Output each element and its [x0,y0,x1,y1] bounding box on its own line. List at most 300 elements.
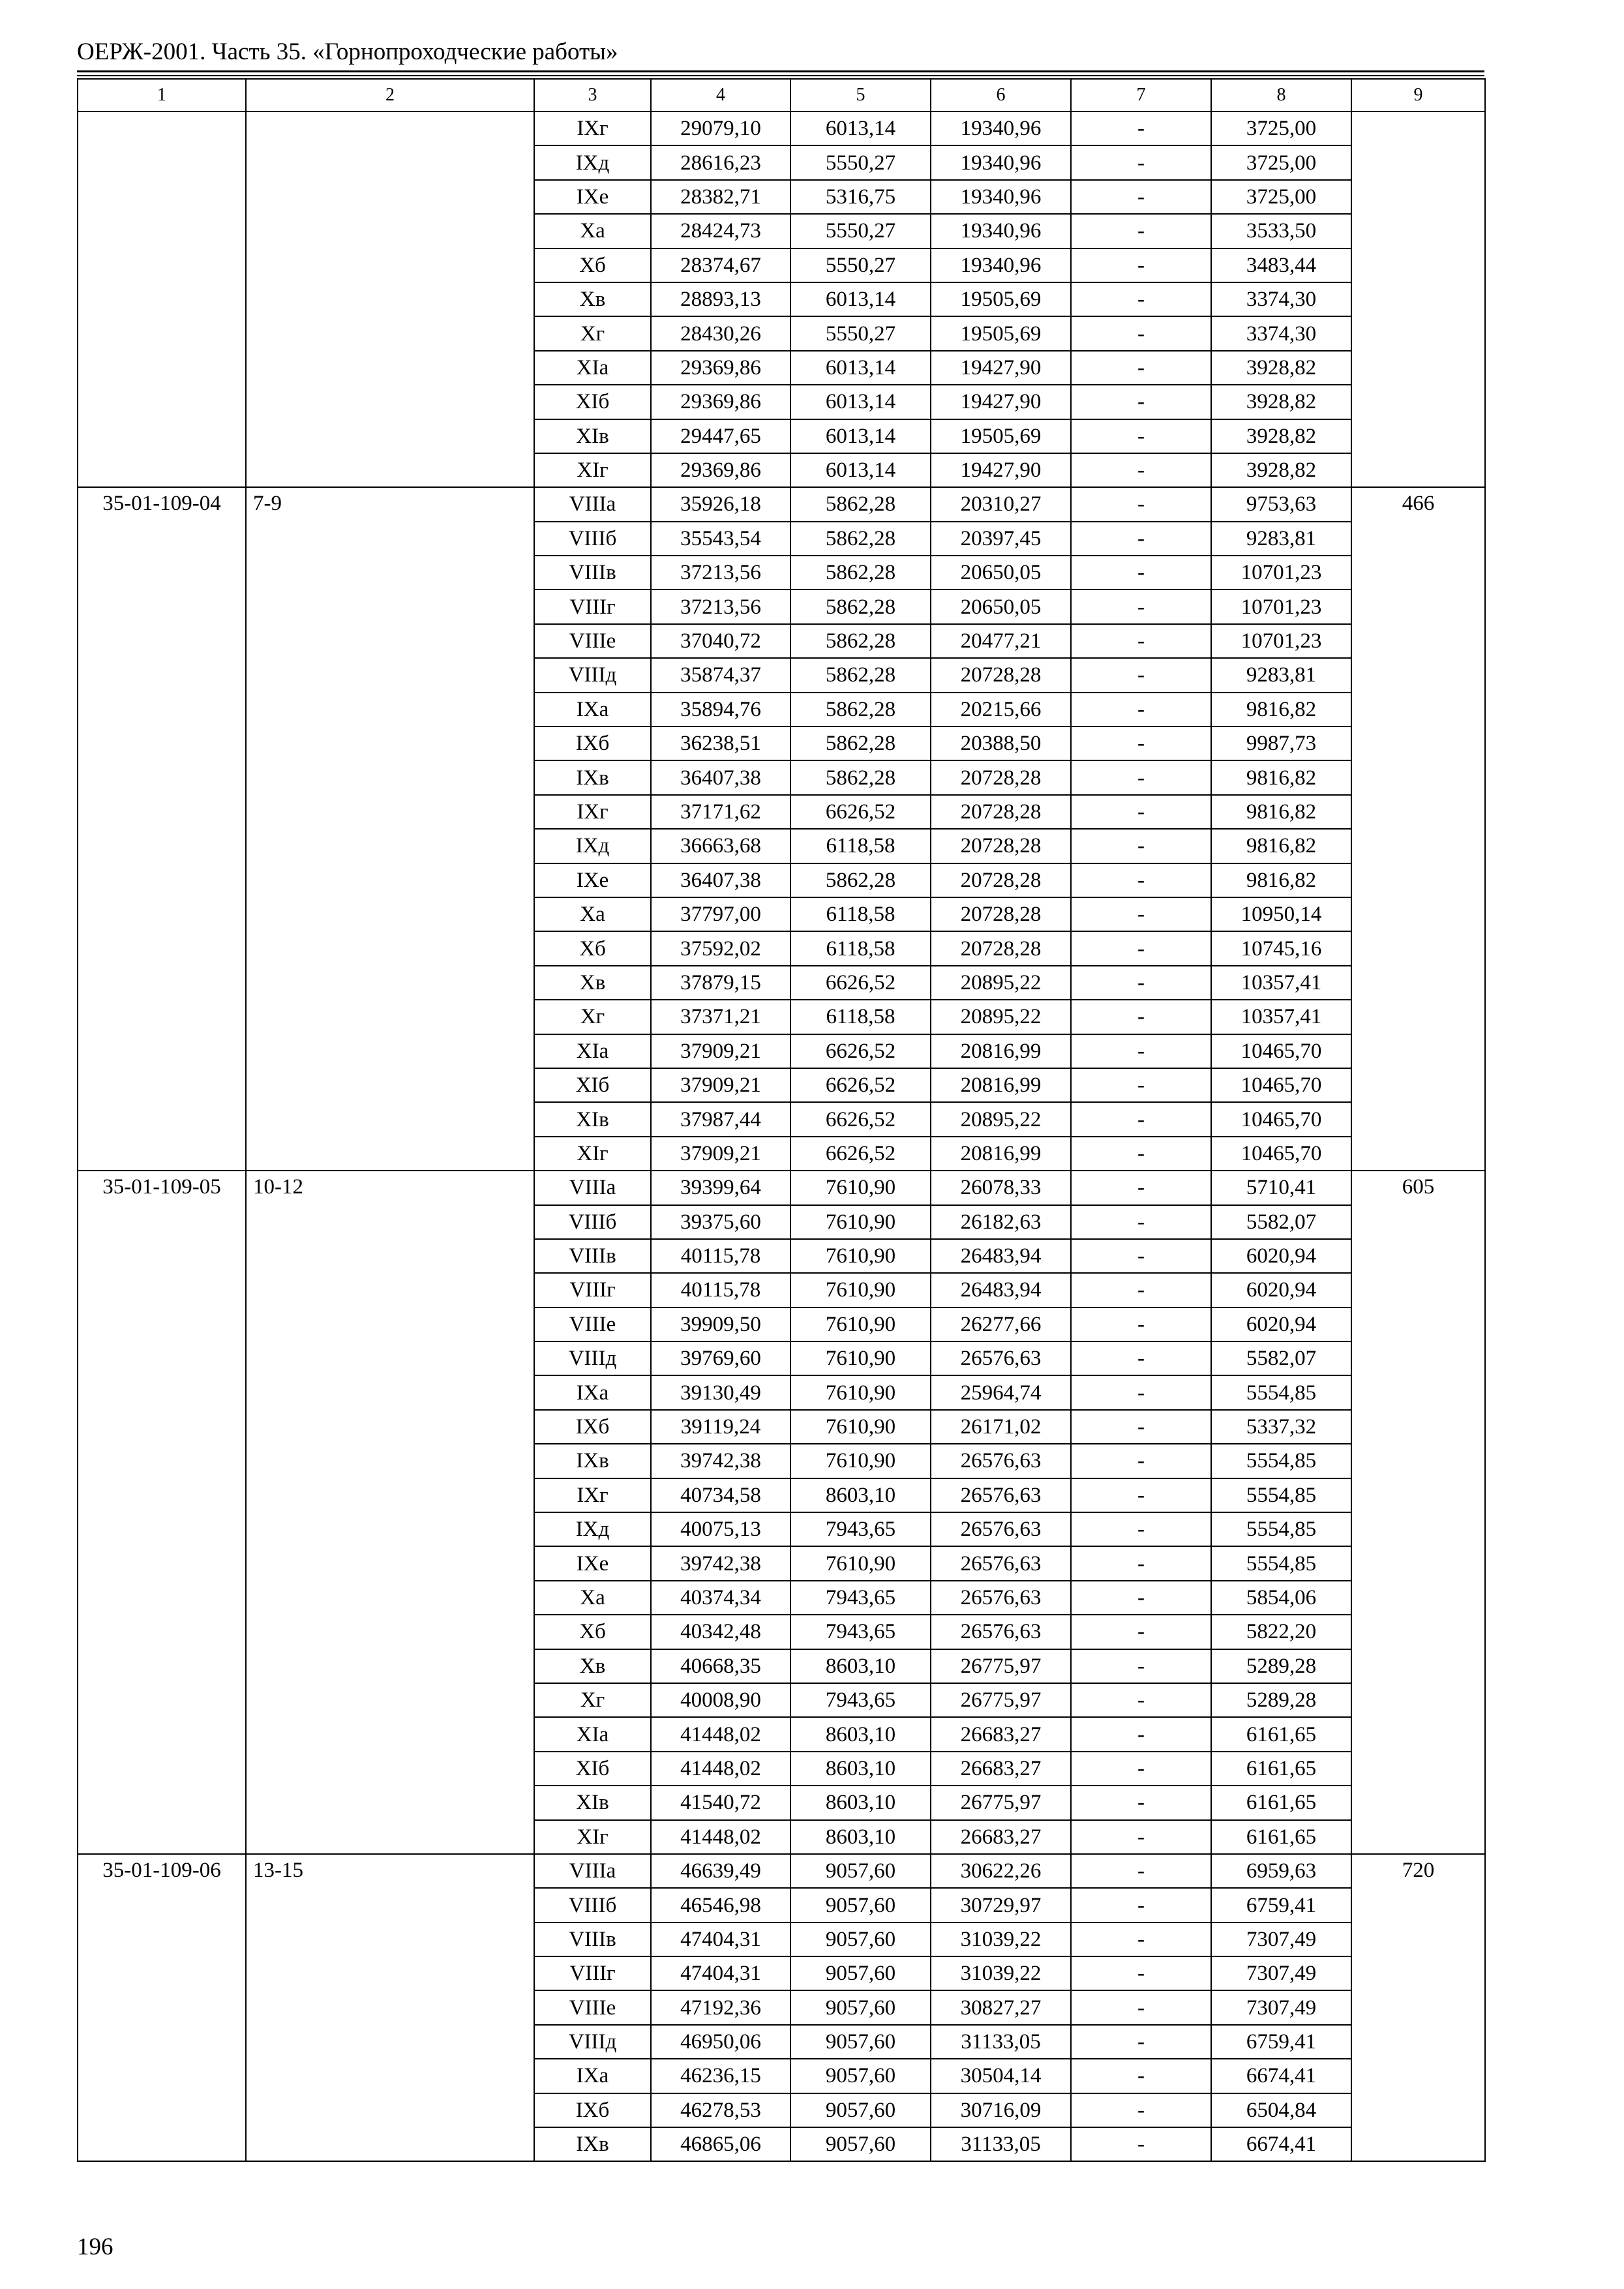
code-cell: 35-01-109-04 [78,487,246,1171]
value-5-cell: 5862,28 [790,726,931,760]
class-cell: VIIIа [534,487,651,521]
value-6-cell: 20388,50 [931,726,1071,760]
value-6-cell: 20215,66 [931,693,1071,726]
value-5-cell: 8603,10 [790,1649,931,1683]
value-8-cell: 3928,82 [1211,385,1351,419]
value-8-cell: 3928,82 [1211,419,1351,453]
value-8-cell: 10357,41 [1211,1000,1351,1034]
value-4-cell: 39399,64 [651,1171,790,1204]
value-6-cell: 20816,99 [931,1034,1071,1068]
value-7-cell: - [1071,1683,1211,1717]
value-8-cell: 9283,81 [1211,658,1351,692]
column-9-cell: 466 [1351,487,1485,1171]
value-4-cell: 39742,38 [651,1444,790,1478]
value-4-cell: 46236,15 [651,2059,790,2093]
value-6-cell: 26576,63 [931,1615,1071,1649]
value-4-cell: 28374,67 [651,248,790,282]
value-7-cell: - [1071,1308,1211,1341]
value-6-cell: 26683,27 [931,1820,1071,1854]
class-cell: Xг [534,1000,651,1034]
value-8-cell: 3725,00 [1211,180,1351,214]
value-8-cell: 10950,14 [1211,897,1351,931]
class-cell: IXд [534,829,651,863]
class-cell: XIб [534,1068,651,1102]
value-8-cell: 3374,30 [1211,316,1351,350]
value-6-cell: 20310,27 [931,487,1071,521]
value-8-cell: 6161,65 [1211,1786,1351,1819]
value-8-cell: 5554,85 [1211,1444,1351,1478]
value-8-cell: 9816,82 [1211,829,1351,863]
value-8-cell: 7307,49 [1211,1956,1351,1990]
class-cell: VIIIд [534,2025,651,2059]
value-6-cell: 26576,63 [931,1341,1071,1375]
value-4-cell: 37371,21 [651,1000,790,1034]
class-cell: VIIIб [534,522,651,556]
value-8-cell: 10357,41 [1211,966,1351,1000]
class-cell: VIIIа [534,1854,651,1888]
value-4-cell: 37909,21 [651,1068,790,1102]
value-6-cell: 30729,97 [931,1888,1071,1922]
value-8-cell: 10701,23 [1211,590,1351,623]
class-cell: IXв [534,760,651,794]
value-7-cell: - [1071,1990,1211,2024]
value-8-cell: 5854,06 [1211,1581,1351,1615]
value-6-cell: 19505,69 [931,282,1071,316]
value-8-cell: 5289,28 [1211,1649,1351,1683]
value-7-cell: - [1071,1820,1211,1854]
value-6-cell: 26576,63 [931,1512,1071,1546]
table-body [78,79,1485,2161]
class-cell: VIIIб [534,1888,651,1922]
class-cell: XIг [534,1820,651,1854]
value-4-cell: 28424,73 [651,214,790,248]
value-8-cell: 5289,28 [1211,1683,1351,1717]
value-6-cell: 31039,22 [931,1922,1071,1956]
value-5-cell: 7610,90 [790,1205,931,1239]
value-4-cell: 28893,13 [651,282,790,316]
value-4-cell: 29369,86 [651,453,790,487]
value-5-cell: 5862,28 [790,487,931,521]
value-8-cell: 5554,85 [1211,1512,1351,1546]
value-6-cell: 30622,26 [931,1854,1071,1888]
value-8-cell: 6020,94 [1211,1273,1351,1307]
value-7-cell: - [1071,112,1211,145]
value-7-cell: - [1071,453,1211,487]
value-8-cell: 6504,84 [1211,2093,1351,2127]
value-4-cell: 35874,37 [651,658,790,692]
value-6-cell: 26683,27 [931,1717,1071,1751]
value-8-cell: 3533,50 [1211,214,1351,248]
class-cell: XIа [534,1717,651,1751]
class-cell: VIIIе [534,1990,651,2024]
value-6-cell: 26277,66 [931,1308,1071,1341]
value-8-cell: 7307,49 [1211,1922,1351,1956]
value-8-cell: 10745,16 [1211,931,1351,965]
value-4-cell: 40115,78 [651,1239,790,1273]
value-6-cell: 19340,96 [931,248,1071,282]
value-5-cell: 5862,28 [790,658,931,692]
header-rule-thin [77,75,1484,76]
value-6-cell: 20895,22 [931,1000,1071,1034]
class-cell: Xб [534,1615,651,1649]
value-7-cell: - [1071,214,1211,248]
value-4-cell: 37879,15 [651,966,790,1000]
value-7-cell: - [1071,1546,1211,1580]
value-5-cell: 6626,52 [790,1068,931,1102]
value-5-cell: 5862,28 [790,624,931,658]
value-4-cell: 46865,06 [651,2127,790,2161]
value-5-cell: 6626,52 [790,1102,931,1136]
value-4-cell: 37797,00 [651,897,790,931]
value-7-cell: - [1071,760,1211,794]
value-6-cell: 20397,45 [931,522,1071,556]
range-cell: 7-9 [246,487,534,1171]
range-cell: 13-15 [246,1854,534,2162]
value-4-cell: 39375,60 [651,1205,790,1239]
value-7-cell: - [1071,1854,1211,1888]
value-7-cell: - [1071,1752,1211,1786]
value-5-cell: 5550,27 [790,248,931,282]
value-5-cell: 8603,10 [790,1820,931,1854]
class-cell: XIв [534,419,651,453]
class-cell: XIб [534,1752,651,1786]
code-cell [78,112,246,487]
value-8-cell: 5582,07 [1211,1205,1351,1239]
value-5-cell: 5550,27 [790,145,931,179]
value-4-cell: 41540,72 [651,1786,790,1819]
value-5-cell: 6626,52 [790,1137,931,1171]
value-4-cell: 28616,23 [651,145,790,179]
value-5-cell: 9057,60 [790,1956,931,1990]
value-5-cell: 7943,65 [790,1683,931,1717]
value-4-cell: 39119,24 [651,1410,790,1444]
class-cell: VIIIг [534,1273,651,1307]
value-4-cell: 37213,56 [651,590,790,623]
value-6-cell: 31039,22 [931,1956,1071,1990]
value-8-cell: 3483,44 [1211,248,1351,282]
value-5-cell: 9057,60 [790,1888,931,1922]
table-row [78,487,1485,521]
value-6-cell: 30716,09 [931,2093,1071,2127]
value-4-cell: 40342,48 [651,1615,790,1649]
value-6-cell: 26483,94 [931,1239,1071,1273]
value-7-cell: - [1071,2093,1211,2127]
value-8-cell: 3725,00 [1211,112,1351,145]
table-row [78,112,1485,145]
value-6-cell: 26078,33 [931,1171,1071,1204]
class-cell: XIб [534,385,651,419]
value-7-cell: - [1071,419,1211,453]
value-8-cell: 9816,82 [1211,760,1351,794]
value-5-cell: 7610,90 [790,1239,931,1273]
value-7-cell: - [1071,487,1211,521]
value-6-cell: 19340,96 [931,180,1071,214]
value-5-cell: 9057,60 [790,2093,931,2127]
value-7-cell: - [1071,1205,1211,1239]
value-6-cell: 30504,14 [931,2059,1071,2093]
value-5-cell: 5862,28 [790,590,931,623]
value-4-cell: 29369,86 [651,385,790,419]
value-5-cell: 7610,90 [790,1308,931,1341]
value-7-cell: - [1071,693,1211,726]
class-cell: VIIIв [534,1239,651,1273]
value-7-cell: - [1071,385,1211,419]
class-cell: Xа [534,1581,651,1615]
value-4-cell: 39769,60 [651,1341,790,1375]
value-4-cell: 40008,90 [651,1683,790,1717]
value-7-cell: - [1071,1717,1211,1751]
value-6-cell: 30827,27 [931,1990,1071,2024]
value-5-cell: 6626,52 [790,795,931,829]
rates-table [77,78,1486,2162]
class-cell: Xг [534,1683,651,1717]
value-7-cell: - [1071,1786,1211,1819]
value-4-cell: 47192,36 [651,1990,790,2024]
value-8-cell: 9816,82 [1211,693,1351,726]
value-6-cell: 19505,69 [931,316,1071,350]
value-5-cell: 5550,27 [790,316,931,350]
column-number: 3 [534,79,651,112]
value-7-cell: - [1071,1137,1211,1171]
value-4-cell: 36407,38 [651,760,790,794]
value-5-cell: 7610,90 [790,1444,931,1478]
value-6-cell: 26775,97 [931,1683,1071,1717]
value-5-cell: 7610,90 [790,1273,931,1307]
class-cell: Xг [534,316,651,350]
value-6-cell: 19427,90 [931,351,1071,385]
value-5-cell: 6013,14 [790,453,931,487]
class-cell: VIIIд [534,658,651,692]
value-4-cell: 39130,49 [651,1375,790,1409]
value-6-cell: 31133,05 [931,2127,1071,2161]
value-4-cell: 37213,56 [651,556,790,590]
header-rule-thick [77,70,1484,72]
value-7-cell: - [1071,316,1211,350]
value-4-cell: 37909,21 [651,1137,790,1171]
value-6-cell: 20650,05 [931,590,1071,623]
column-9-cell [1351,112,1485,487]
value-7-cell: - [1071,1239,1211,1273]
value-5-cell: 6118,58 [790,829,931,863]
value-8-cell: 3928,82 [1211,351,1351,385]
value-4-cell: 41448,02 [651,1717,790,1751]
value-8-cell: 6674,41 [1211,2127,1351,2161]
value-4-cell: 40075,13 [651,1512,790,1546]
value-6-cell: 26576,63 [931,1546,1071,1580]
class-cell: VIIIг [534,1956,651,1990]
value-7-cell: - [1071,1444,1211,1478]
value-4-cell: 36407,38 [651,863,790,897]
value-8-cell: 3725,00 [1211,145,1351,179]
value-4-cell: 46546,98 [651,1888,790,1922]
value-8-cell: 10465,70 [1211,1137,1351,1171]
value-4-cell: 47404,31 [651,1922,790,1956]
value-7-cell: - [1071,1649,1211,1683]
class-cell: IXб [534,1410,651,1444]
value-6-cell: 20728,28 [931,931,1071,965]
value-7-cell: - [1071,1375,1211,1409]
value-4-cell: 37987,44 [651,1102,790,1136]
value-7-cell: - [1071,1068,1211,1102]
value-8-cell: 10465,70 [1211,1102,1351,1136]
value-6-cell: 20477,21 [931,624,1071,658]
value-8-cell: 6161,65 [1211,1820,1351,1854]
column-number: 2 [246,79,534,112]
class-cell: IXб [534,2093,651,2127]
value-5-cell: 8603,10 [790,1786,931,1819]
class-cell: Xв [534,966,651,1000]
value-4-cell: 29079,10 [651,112,790,145]
class-cell: VIIIа [534,1171,651,1204]
value-4-cell: 36238,51 [651,726,790,760]
value-5-cell: 9057,60 [790,2025,931,2059]
value-7-cell: - [1071,351,1211,385]
value-4-cell: 36663,68 [651,829,790,863]
value-7-cell: - [1071,931,1211,965]
class-cell: IXд [534,1512,651,1546]
value-4-cell: 37171,62 [651,795,790,829]
class-cell: VIIIб [534,1205,651,1239]
value-7-cell: - [1071,1034,1211,1068]
value-6-cell: 26576,63 [931,1478,1071,1512]
value-5-cell: 6118,58 [790,897,931,931]
value-6-cell: 20895,22 [931,1102,1071,1136]
value-4-cell: 37592,02 [651,931,790,965]
value-5-cell: 7610,90 [790,1410,931,1444]
class-cell: XIв [534,1102,651,1136]
value-6-cell: 20728,28 [931,863,1071,897]
value-8-cell: 9816,82 [1211,795,1351,829]
value-7-cell: - [1071,1171,1211,1204]
value-6-cell: 19340,96 [931,112,1071,145]
class-cell: IXе [534,863,651,897]
value-8-cell: 9987,73 [1211,726,1351,760]
value-7-cell: - [1071,726,1211,760]
value-5-cell: 6013,14 [790,112,931,145]
value-7-cell: - [1071,1102,1211,1136]
value-7-cell: - [1071,897,1211,931]
value-7-cell: - [1071,1341,1211,1375]
class-cell: Xа [534,897,651,931]
value-6-cell: 26483,94 [931,1273,1071,1307]
value-6-cell: 19505,69 [931,419,1071,453]
value-5-cell: 7943,65 [790,1512,931,1546]
value-7-cell: - [1071,624,1211,658]
value-6-cell: 26576,63 [931,1581,1071,1615]
value-7-cell: - [1071,2025,1211,2059]
value-4-cell: 41448,02 [651,1752,790,1786]
value-7-cell: - [1071,795,1211,829]
value-7-cell: - [1071,1000,1211,1034]
class-cell: XIг [534,1137,651,1171]
value-4-cell: 41448,02 [651,1820,790,1854]
value-5-cell: 7610,90 [790,1341,931,1375]
value-8-cell: 6759,41 [1211,1888,1351,1922]
value-6-cell: 20728,28 [931,829,1071,863]
value-8-cell: 6020,94 [1211,1308,1351,1341]
column-number: 1 [78,79,246,112]
class-cell: VIIIе [534,624,651,658]
value-6-cell: 20895,22 [931,966,1071,1000]
value-8-cell: 10701,23 [1211,556,1351,590]
value-4-cell: 35926,18 [651,487,790,521]
value-7-cell: - [1071,1922,1211,1956]
value-6-cell: 20816,99 [931,1137,1071,1171]
class-cell: VIIIв [534,556,651,590]
value-6-cell: 25964,74 [931,1375,1071,1409]
class-cell: VIIIд [534,1341,651,1375]
value-8-cell: 6020,94 [1211,1239,1351,1273]
value-5-cell: 5862,28 [790,522,931,556]
value-4-cell: 35543,54 [651,522,790,556]
value-5-cell: 6013,14 [790,282,931,316]
class-cell: IXе [534,1546,651,1580]
class-cell: IXг [534,795,651,829]
code-cell: 35-01-109-06 [78,1854,246,2162]
value-7-cell: - [1071,1956,1211,1990]
value-5-cell: 6013,14 [790,351,931,385]
value-6-cell: 26775,97 [931,1786,1071,1819]
value-5-cell: 5862,28 [790,556,931,590]
class-cell: Xб [534,248,651,282]
class-cell: Xв [534,1649,651,1683]
value-5-cell: 8603,10 [790,1752,931,1786]
value-6-cell: 26182,63 [931,1205,1071,1239]
value-4-cell: 46278,53 [651,2093,790,2127]
page-header: ОЕРЖ-2001. Часть 35. «Горнопроходческие работы» [77,38,618,65]
column-number: 5 [790,79,931,112]
value-8-cell: 6161,65 [1211,1752,1351,1786]
value-4-cell: 40668,35 [651,1649,790,1683]
class-cell: Xв [534,282,651,316]
value-5-cell: 9057,60 [790,1990,931,2024]
value-7-cell: - [1071,863,1211,897]
value-6-cell: 31133,05 [931,2025,1071,2059]
value-4-cell: 29447,65 [651,419,790,453]
column-number-row [78,79,1485,112]
value-6-cell: 19340,96 [931,214,1071,248]
value-7-cell: - [1071,1512,1211,1546]
column-9-cell: 605 [1351,1171,1485,1854]
value-4-cell: 35894,76 [651,693,790,726]
value-8-cell: 3928,82 [1211,453,1351,487]
value-7-cell: - [1071,1273,1211,1307]
value-6-cell: 19427,90 [931,453,1071,487]
column-number: 6 [931,79,1071,112]
value-6-cell: 26576,63 [931,1444,1071,1478]
value-5-cell: 5862,28 [790,863,931,897]
class-cell: IXб [534,726,651,760]
column-number: 9 [1351,79,1485,112]
column-9-cell: 720 [1351,1854,1485,2162]
value-7-cell: - [1071,248,1211,282]
value-5-cell: 5550,27 [790,214,931,248]
table-row [78,1854,1485,1888]
value-4-cell: 46950,06 [651,2025,790,2059]
value-5-cell: 6118,58 [790,1000,931,1034]
class-cell: XIг [534,453,651,487]
value-5-cell: 8603,10 [790,1478,931,1512]
value-4-cell: 46639,49 [651,1854,790,1888]
value-7-cell: - [1071,1478,1211,1512]
value-4-cell: 39909,50 [651,1308,790,1341]
class-cell: XIа [534,351,651,385]
table-row [78,1171,1485,1204]
value-7-cell: - [1071,1615,1211,1649]
class-cell: VIIIв [534,1922,651,1956]
value-7-cell: - [1071,1888,1211,1922]
value-4-cell: 28430,26 [651,316,790,350]
